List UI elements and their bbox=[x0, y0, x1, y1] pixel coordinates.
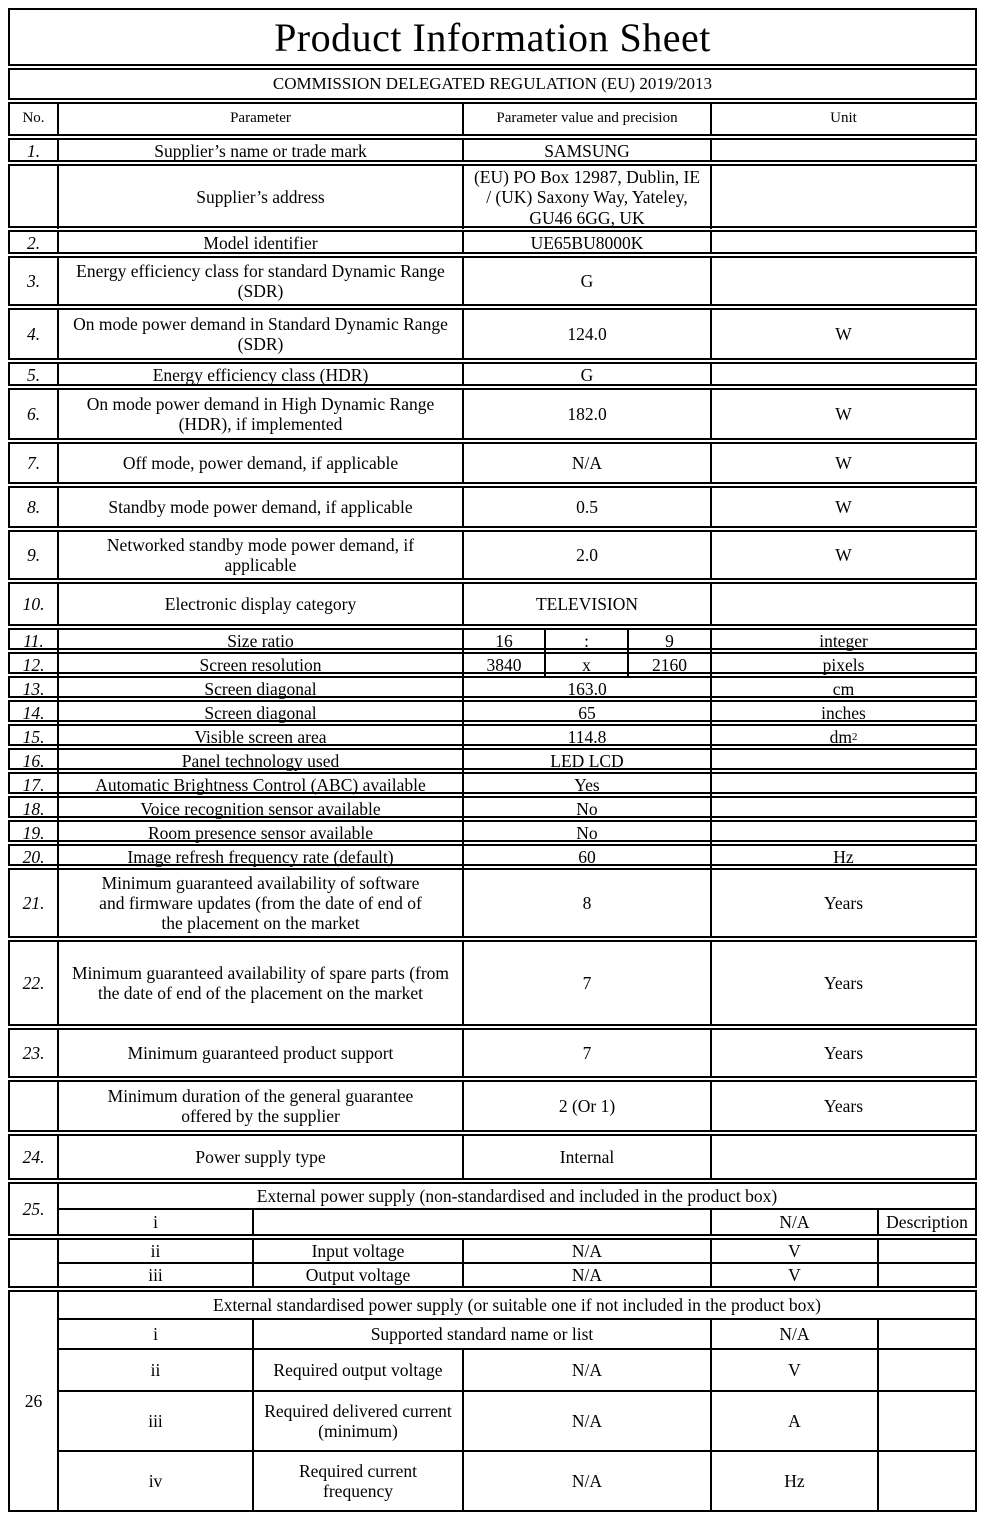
row-parameter: Size ratio bbox=[57, 630, 462, 652]
row-parameter: Image refresh frequency rate (default) bbox=[57, 846, 462, 868]
table-row bbox=[8, 256, 977, 306]
sub-row-label: Input voltage bbox=[252, 1240, 462, 1262]
section-25-header: External power supply (non-standardised and included in the product box) bbox=[57, 1184, 975, 1208]
row-parameter: Electronic display category bbox=[57, 584, 462, 624]
row-unit bbox=[710, 364, 975, 386]
sub-row-index: iii bbox=[57, 1390, 252, 1450]
table-row bbox=[8, 388, 977, 440]
row-value: 114.8 bbox=[462, 726, 710, 748]
row-unit bbox=[710, 232, 975, 254]
table-row bbox=[8, 362, 977, 386]
row-parameter: Visible screen area bbox=[57, 726, 462, 748]
column-header-row bbox=[8, 102, 977, 136]
sub-row-index: i bbox=[57, 1208, 252, 1234]
row-parameter: Networked standby mode power demand, if applicable bbox=[57, 532, 462, 578]
row-unit bbox=[710, 584, 975, 624]
table-row bbox=[8, 796, 977, 818]
table-row bbox=[8, 442, 977, 484]
row-parameter: Power supply type bbox=[57, 1136, 462, 1178]
table-row bbox=[8, 820, 977, 842]
sub-row-label: Required output voltage bbox=[252, 1348, 462, 1390]
table-row bbox=[8, 844, 977, 866]
row-unit bbox=[710, 258, 975, 304]
row-unit: Years bbox=[710, 870, 975, 936]
sub-row-value: N/A bbox=[462, 1262, 710, 1286]
row-no bbox=[10, 1240, 57, 1287]
row-value-part: x bbox=[544, 654, 627, 676]
row-unit: W bbox=[710, 390, 975, 438]
table-row bbox=[8, 164, 977, 228]
row-no: 2. bbox=[26, 233, 41, 253]
regulation-text: COMMISSION DELEGATED REGULATION (EU) 2019/2013 bbox=[272, 74, 713, 93]
sub-row-label: Required delivered current (minimum) bbox=[252, 1390, 462, 1450]
sub-row-value: N/A bbox=[462, 1348, 710, 1390]
row-value: (EU) PO Box 12987, Dublin, IE / (UK) Saxony Way, Yateley, GU46 6GG, UK bbox=[462, 166, 710, 229]
row-no: 8. bbox=[26, 496, 41, 517]
row-no: 12. bbox=[22, 655, 45, 675]
row-unit bbox=[710, 140, 975, 162]
sub-row-unit: V bbox=[710, 1240, 877, 1262]
table-row bbox=[8, 940, 977, 1026]
row-value: 182.0 bbox=[462, 390, 710, 438]
table-row bbox=[8, 868, 977, 938]
row-parameter: Room presence sensor available bbox=[57, 822, 462, 844]
sub-row-unit: A bbox=[710, 1390, 877, 1450]
row-parameter: Automatic Brightness Control (ABC) available bbox=[57, 774, 462, 796]
row-parameter: Supplier’s address bbox=[57, 166, 462, 229]
row-unit: cm bbox=[710, 678, 975, 700]
row-value: No bbox=[462, 822, 710, 844]
row-value-part: 16 bbox=[462, 630, 544, 652]
row-parameter: Standby mode power demand, if applicable bbox=[57, 488, 462, 526]
table-row bbox=[8, 138, 977, 162]
row-parameter: Supplier’s name or trade mark bbox=[57, 140, 462, 162]
row-value-part: 9 bbox=[627, 630, 710, 652]
table-row bbox=[8, 230, 977, 254]
row-value: No bbox=[462, 798, 710, 820]
table-row bbox=[8, 582, 977, 626]
row-unit bbox=[710, 822, 975, 844]
row-unit bbox=[710, 750, 975, 772]
row-unit: Hz bbox=[710, 846, 975, 868]
row-no: 15. bbox=[22, 727, 45, 747]
product-information-sheet bbox=[8, 8, 977, 1512]
row-no: 20. bbox=[22, 847, 45, 867]
sub-row-description bbox=[877, 1318, 975, 1348]
section-25-rows-block bbox=[8, 1238, 977, 1288]
table-row bbox=[8, 700, 977, 722]
sub-row-index: i bbox=[57, 1318, 252, 1348]
row-unit bbox=[710, 774, 975, 796]
row-no: 14. bbox=[22, 703, 45, 723]
header-value: Parameter value and precision bbox=[462, 104, 710, 134]
row-parameter: Voice recognition sensor available bbox=[57, 798, 462, 820]
sub-row-index: iii bbox=[57, 1262, 252, 1286]
row-parameter: Off mode, power demand, if applicable bbox=[57, 444, 462, 482]
row-value: 7 bbox=[462, 942, 710, 1024]
header-no: No. bbox=[22, 110, 45, 127]
row-no: 11. bbox=[23, 631, 44, 651]
row-value-part: : bbox=[544, 630, 627, 652]
regulation-box bbox=[8, 68, 977, 100]
row-unit: Years bbox=[710, 1030, 975, 1076]
row-no: 25. bbox=[22, 1198, 45, 1219]
row-value: G bbox=[462, 364, 710, 386]
row-value: SAMSUNG bbox=[462, 140, 710, 162]
row-no: 22. bbox=[22, 972, 45, 993]
sub-row-label: Output voltage bbox=[252, 1262, 462, 1286]
row-parameter: Energy efficiency class (HDR) bbox=[57, 364, 462, 386]
row-unit bbox=[710, 166, 975, 229]
row-value: 65 bbox=[462, 702, 710, 724]
table-row bbox=[8, 724, 977, 746]
table-row bbox=[8, 676, 977, 698]
row-value: 163.0 bbox=[462, 678, 710, 700]
row-no: 23. bbox=[22, 1042, 45, 1063]
table-row bbox=[8, 530, 977, 580]
header-parameter: Parameter bbox=[57, 104, 462, 134]
row-unit: Years bbox=[710, 1082, 975, 1130]
sub-row-description bbox=[877, 1348, 975, 1390]
row-no: 7. bbox=[26, 452, 41, 473]
row-parameter: Screen resolution bbox=[57, 654, 462, 676]
row-no: 6. bbox=[26, 403, 41, 424]
sub-row-description bbox=[877, 1450, 975, 1510]
table-row bbox=[8, 748, 977, 770]
row-value: TELEVISION bbox=[462, 584, 710, 624]
row-no: 17. bbox=[22, 775, 45, 795]
sub-row-value: N/A bbox=[462, 1450, 710, 1510]
table-row bbox=[8, 772, 977, 794]
row-value: 2.0 bbox=[462, 532, 710, 578]
sub-row-index: iv bbox=[57, 1450, 252, 1510]
sub-row-description bbox=[877, 1240, 975, 1262]
row-value-part: 3840 bbox=[462, 654, 544, 676]
row-unit: Years bbox=[710, 942, 975, 1024]
row-value: G bbox=[462, 258, 710, 304]
sub-row-unit: Hz bbox=[710, 1450, 877, 1510]
row-no: 13. bbox=[22, 679, 45, 699]
row-no: 3. bbox=[26, 270, 41, 291]
table-row bbox=[8, 652, 977, 674]
sub-row-unit: N/A bbox=[710, 1318, 877, 1348]
row-parameter: Minimum guaranteed availability of spare parts (from the date of end of the placement on the market bbox=[57, 942, 462, 1024]
table-row bbox=[8, 1028, 977, 1078]
row-no: 16. bbox=[22, 751, 45, 771]
row-value-part: 2160 bbox=[627, 654, 710, 676]
section-26-block bbox=[8, 1290, 977, 1512]
section-26-header: External standardised power supply (or suitable one if not included in the product box) bbox=[57, 1292, 975, 1318]
sub-row-unit: V bbox=[710, 1262, 877, 1286]
row-unit bbox=[710, 798, 975, 820]
row-unit: W bbox=[710, 488, 975, 526]
row-no: 24. bbox=[22, 1146, 45, 1167]
sub-row-value bbox=[252, 1208, 710, 1234]
row-no: 18. bbox=[22, 799, 45, 819]
row-no: 1. bbox=[26, 141, 41, 161]
sub-row-index: ii bbox=[57, 1240, 252, 1262]
sub-row-index: ii bbox=[57, 1348, 252, 1390]
row-parameter: Screen diagonal bbox=[57, 702, 462, 724]
row-parameter: Minimum duration of the general guarantee offered by the supplier bbox=[57, 1082, 462, 1130]
row-no: 21. bbox=[22, 892, 45, 913]
sub-row-label: Supported standard name or list bbox=[252, 1318, 710, 1348]
row-value: 8 bbox=[462, 870, 710, 936]
row-parameter: On mode power demand in High Dynamic Range (HDR), if implemented bbox=[57, 390, 462, 438]
section-25-header-block bbox=[8, 1182, 977, 1236]
row-unit: W bbox=[710, 532, 975, 578]
row-unit bbox=[710, 1136, 975, 1178]
row-parameter: Minimum guaranteed availability of software and firmware updates (from the date of end of the placement on the market bbox=[57, 870, 462, 936]
row-value: UE65BU8000K bbox=[462, 232, 710, 254]
sub-row-description: Description bbox=[877, 1208, 975, 1234]
row-unit: W bbox=[710, 444, 975, 482]
sub-row-description bbox=[877, 1262, 975, 1286]
row-unit: pixels bbox=[710, 654, 975, 676]
page-title: Product Information Sheet bbox=[274, 14, 711, 60]
row-unit: W bbox=[710, 310, 975, 358]
row-unit: inches bbox=[710, 702, 975, 724]
sub-row-unit: V bbox=[710, 1348, 877, 1390]
title-box bbox=[8, 8, 977, 66]
row-unit: integer bbox=[710, 630, 975, 652]
row-value: 124.0 bbox=[462, 310, 710, 358]
sub-row-value: N/A bbox=[462, 1240, 710, 1262]
row-parameter: On mode power demand in Standard Dynamic Range (SDR) bbox=[57, 310, 462, 358]
row-parameter: Energy efficiency class for standard Dynamic Range (SDR) bbox=[57, 258, 462, 304]
row-unit: dm 2 bbox=[710, 726, 975, 748]
sub-row-unit: N/A bbox=[710, 1208, 877, 1234]
row-value: Yes bbox=[462, 774, 710, 796]
sub-row-value: N/A bbox=[462, 1390, 710, 1450]
row-value: LED LCD bbox=[462, 750, 710, 772]
row-no: 5. bbox=[26, 365, 41, 385]
row-no: 26 bbox=[24, 1390, 43, 1411]
table-row bbox=[8, 628, 977, 650]
row-parameter: Screen diagonal bbox=[57, 678, 462, 700]
table-row bbox=[8, 486, 977, 528]
row-value: Internal bbox=[462, 1136, 710, 1178]
row-no: 19. bbox=[22, 823, 45, 843]
row-parameter: Panel technology used bbox=[57, 750, 462, 772]
sub-row-description bbox=[877, 1390, 975, 1450]
table-row bbox=[8, 308, 977, 360]
table-row bbox=[8, 1134, 977, 1180]
row-value: 7 bbox=[462, 1030, 710, 1076]
row-no: 4. bbox=[26, 323, 41, 344]
header-unit: Unit bbox=[710, 104, 975, 134]
table-row bbox=[8, 1080, 977, 1132]
row-value: 0.5 bbox=[462, 488, 710, 526]
row-no bbox=[10, 1082, 57, 1130]
sub-row-label: Required current frequency bbox=[252, 1450, 462, 1510]
row-value: N/A bbox=[462, 444, 710, 482]
row-parameter: Model identifier bbox=[57, 232, 462, 254]
row-no: 9. bbox=[26, 544, 41, 565]
row-parameter: Minimum guaranteed product support bbox=[57, 1030, 462, 1076]
row-value: 60 bbox=[462, 846, 710, 868]
row-value: 2 (Or 1) bbox=[462, 1082, 710, 1130]
unit-base: dm bbox=[829, 727, 852, 747]
row-no bbox=[10, 166, 57, 229]
row-no: 10. bbox=[22, 593, 45, 614]
